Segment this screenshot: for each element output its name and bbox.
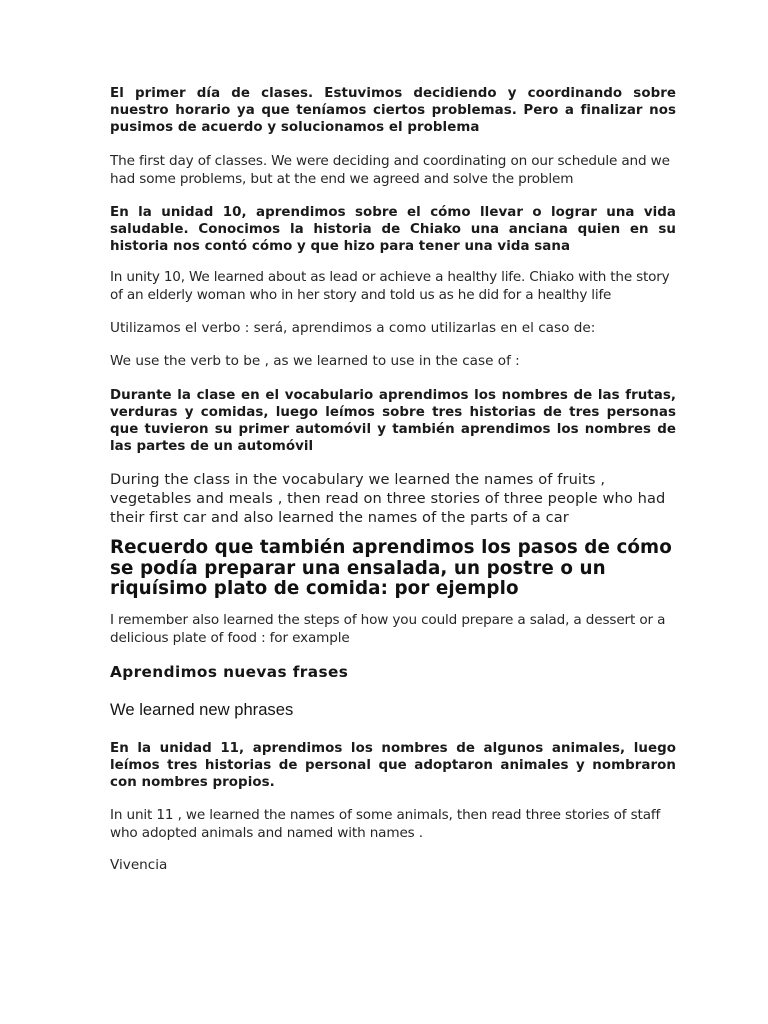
paragraph-recipe-en: I remember also learned the steps of how you could prepare a salad, a dessert or a delicious plate of food : for example — [110, 612, 666, 646]
paragraph-verb-en: We use the verb to be , as we learned to use in the case of : — [110, 353, 520, 369]
heading-phrases-es: Aprendimos nuevas frases — [110, 663, 349, 681]
heading-phrases-en: We learned new phrases — [110, 700, 294, 719]
paragraph-unit-10-es: En la unidad 10, aprendimos sobre el cómo llevar o lograr una vida saludable. Conocimos la historia de Chiako una anciana quien en su historia nos contó cómo y que hizo para tener una vida sana — [110, 205, 676, 254]
paragraph-first-day-es: El primer día de clases. Estuvimos decidiendo y coordinando sobre nuestro horario ya que teníamos ciertos problemas. Pero a finalizar nos pusimos de acuerdo y solucionamos el problema — [110, 86, 676, 135]
paragraph-unit-11-es: En la unidad 11, aprendimos los nombres de algunos animales, luego leímos tres historias de personal que adoptaron animales y nombraron con nombres propios. — [110, 741, 676, 790]
paragraph-vivencia: Vivencia — [110, 857, 168, 873]
paragraph-verb-es: Utilizamos el verbo : será, aprendimos a como utilizarlas en el caso de: — [110, 320, 596, 336]
paragraph-unit-11-en: In unit 11 , we learned the names of some animals, then read three stories of staff who adopted animals and named with names . — [110, 807, 661, 841]
paragraph-vocabulary-es: Durante la clase en el vocabulario aprendimos los nombres de las frutas, verduras y comidas, luego leímos sobre tres historias de tres personas que tuvieron su primer automóvil y también aprendimos los nombres de las partes de un automóvil — [110, 388, 676, 454]
heading-recipe-es: Recuerdo que también aprendimos los pasos de cómo se podía preparar una ensalada, un postre o un riquísimo plato de comida: por ejemplo — [110, 537, 672, 599]
paragraph-vocabulary-en: During the class in the vocabulary we learned the names of fruits , vegetables and meals , then read on three stories of three people who had their first car and also learned the names of the parts of a car — [110, 471, 666, 526]
paragraph-first-day-en: The first day of classes. We were deciding and coordinating on our schedule and we had some problems, but at the end we agreed and solve the problem — [110, 153, 670, 187]
paragraph-unit-10-en: In unity 10, We learned about as lead or achieve a healthy life. Chiako with the story of an elderly woman who in her story and told us as he did for a healthy life — [110, 269, 670, 303]
